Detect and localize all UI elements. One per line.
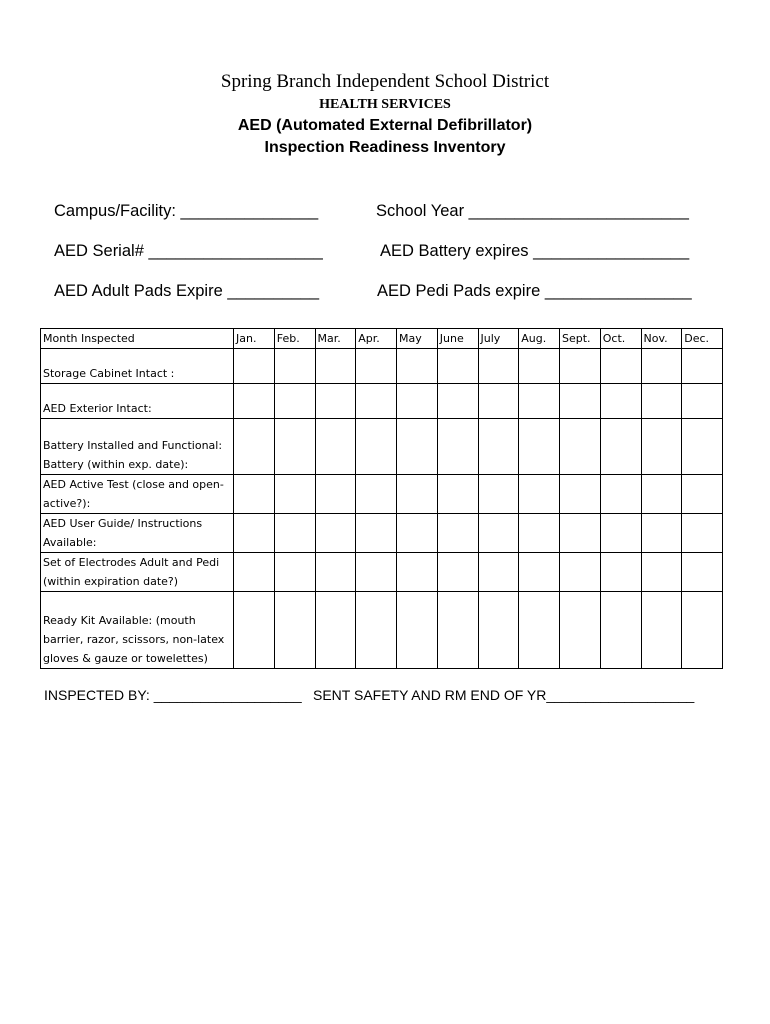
inspection-cell[interactable] (315, 349, 356, 384)
inspection-cell[interactable] (234, 592, 275, 669)
month-inspected-label: Month Inspected (41, 329, 234, 349)
inspection-cell[interactable] (315, 553, 356, 592)
sent-safety-field[interactable]: SENT SAFETY AND RM END OF YR___________________ (313, 687, 695, 703)
inspection-cell[interactable] (397, 514, 438, 553)
serial-field[interactable]: AED Serial# ___________________ (54, 242, 323, 260)
row-label: AED Active Test (close and open- active?): (41, 475, 234, 514)
inspection-cell[interactable] (519, 349, 560, 384)
table-header-row (41, 329, 723, 349)
inspection-cell[interactable] (315, 475, 356, 514)
inspection-cell[interactable] (519, 419, 560, 475)
inspection-cell[interactable] (274, 514, 315, 553)
battery-expires-field[interactable]: AED Battery expires _________________ (380, 242, 690, 260)
inspection-cell[interactable] (437, 592, 478, 669)
inspection-cell[interactable] (274, 349, 315, 384)
inspection-cell[interactable] (437, 514, 478, 553)
inspection-cell[interactable] (478, 592, 519, 669)
inspection-cell[interactable] (478, 514, 519, 553)
inspection-cell[interactable] (478, 384, 519, 419)
inspection-cell[interactable] (437, 475, 478, 514)
form-title-line2: Inspection Readiness Inventory (264, 139, 506, 156)
inspection-cell[interactable] (356, 514, 397, 553)
pedi-pads-field[interactable]: AED Pedi Pads expire ________________ (377, 282, 692, 300)
inspection-cell[interactable] (641, 514, 682, 553)
table-row (41, 349, 723, 384)
inspection-cell[interactable] (560, 349, 601, 384)
table-row (41, 592, 723, 669)
inspection-cell[interactable] (600, 349, 641, 384)
month-header: Oct. (600, 329, 641, 349)
inspection-cell[interactable] (397, 419, 438, 475)
month-header: June (437, 329, 478, 349)
inspection-cell[interactable] (437, 349, 478, 384)
adult-pads-field[interactable]: AED Adult Pads Expire __________ (54, 282, 320, 300)
row-label: AED Exterior Intact: (41, 384, 234, 419)
inspection-cell[interactable] (274, 384, 315, 419)
table-row (41, 553, 723, 592)
row-label: Ready Kit Available: (mouth barrier, razor, scissors, non-latex gloves & gauze or towelettes) (41, 592, 234, 669)
inspection-cell[interactable] (234, 419, 275, 475)
inspection-table (40, 328, 723, 669)
inspection-cell[interactable] (315, 592, 356, 669)
inspection-cell[interactable] (274, 475, 315, 514)
inspection-cell[interactable] (519, 553, 560, 592)
inspection-cell[interactable] (641, 475, 682, 514)
inspection-cell[interactable] (274, 419, 315, 475)
inspection-cell[interactable] (682, 514, 723, 553)
inspection-cell[interactable] (478, 349, 519, 384)
inspection-cell[interactable] (600, 592, 641, 669)
inspection-cell[interactable] (560, 384, 601, 419)
inspection-cell[interactable] (234, 349, 275, 384)
inspection-cell[interactable] (437, 384, 478, 419)
table-row (41, 514, 723, 553)
inspection-cell[interactable] (682, 553, 723, 592)
department-name: HEALTH SERVICES (319, 97, 451, 112)
month-header: July (478, 329, 519, 349)
inspection-cell[interactable] (234, 384, 275, 419)
table-row (41, 475, 723, 514)
table-row (41, 384, 723, 419)
inspection-cell[interactable] (478, 553, 519, 592)
inspection-cell[interactable] (397, 475, 438, 514)
inspection-cell[interactable] (560, 592, 601, 669)
inspection-cell[interactable] (682, 592, 723, 669)
inspection-cell[interactable] (641, 349, 682, 384)
month-header: May (397, 329, 438, 349)
inspection-cell[interactable] (274, 592, 315, 669)
inspection-cell[interactable] (600, 419, 641, 475)
month-header: Apr. (356, 329, 397, 349)
table-row (41, 419, 723, 475)
inspection-cell[interactable] (478, 419, 519, 475)
inspection-cell[interactable] (600, 384, 641, 419)
inspection-cell[interactable] (600, 553, 641, 592)
inspection-cell[interactable] (560, 475, 601, 514)
inspection-cell[interactable] (356, 475, 397, 514)
month-header: Dec. (682, 329, 723, 349)
row-label: AED User Guide/ Instructions Available: (41, 514, 234, 553)
inspection-cell[interactable] (519, 592, 560, 669)
inspection-cell[interactable] (274, 553, 315, 592)
school-year-field[interactable]: School Year ________________________ (376, 202, 689, 220)
inspection-cell[interactable] (397, 384, 438, 419)
form-title-line1: AED (Automated External Defibrillator) (237, 117, 533, 134)
inspection-cell[interactable] (397, 592, 438, 669)
inspection-cell[interactable] (356, 349, 397, 384)
month-header: Mar. (315, 329, 356, 349)
inspection-cell[interactable] (315, 514, 356, 553)
month-header: Jan. (234, 329, 275, 349)
month-header: Sept. (560, 329, 601, 349)
inspection-cell[interactable] (682, 349, 723, 384)
inspection-cell[interactable] (437, 419, 478, 475)
inspected-by-field[interactable]: INSPECTED BY: ___________________ (44, 687, 302, 703)
inspection-cell[interactable] (682, 384, 723, 419)
month-header: Nov. (641, 329, 682, 349)
inspection-cell[interactable] (641, 592, 682, 669)
inspection-cell[interactable] (641, 419, 682, 475)
inspection-cell[interactable] (519, 514, 560, 553)
campus-field[interactable]: Campus/Facility: _______________ (54, 202, 319, 220)
inspection-cell[interactable] (437, 553, 478, 592)
inspection-cell[interactable] (397, 553, 438, 592)
inspection-cell[interactable] (682, 419, 723, 475)
inspection-cell[interactable] (315, 419, 356, 475)
inspection-cell[interactable] (234, 514, 275, 553)
month-header: Aug. (519, 329, 560, 349)
inspection-cell[interactable] (356, 553, 397, 592)
month-header: Feb. (274, 329, 315, 349)
row-label: Storage Cabinet Intact : (41, 349, 234, 384)
inspection-cell[interactable] (519, 384, 560, 419)
inspection-cell[interactable] (356, 419, 397, 475)
inspection-cell[interactable] (600, 514, 641, 553)
inspection-cell[interactable] (478, 475, 519, 514)
inspection-cell[interactable] (682, 475, 723, 514)
inspection-cell[interactable] (560, 419, 601, 475)
inspection-cell[interactable] (234, 553, 275, 592)
inspection-cell[interactable] (356, 384, 397, 419)
row-label: Set of Electrodes Adult and Pedi (within expiration date?) (41, 553, 234, 592)
inspection-cell[interactable] (641, 384, 682, 419)
inspection-cell[interactable] (315, 384, 356, 419)
inspection-cell[interactable] (600, 475, 641, 514)
inspection-cell[interactable] (397, 349, 438, 384)
district-name: Spring Branch Independent School District (220, 71, 550, 92)
inspection-cell[interactable] (519, 475, 560, 514)
row-label: Battery Installed and Functional: Battery (within exp. date): (41, 419, 234, 475)
inspection-cell[interactable] (641, 553, 682, 592)
inspection-cell[interactable] (560, 514, 601, 553)
inspection-cell[interactable] (356, 592, 397, 669)
inspection-cell[interactable] (560, 553, 601, 592)
inspection-cell[interactable] (234, 475, 275, 514)
